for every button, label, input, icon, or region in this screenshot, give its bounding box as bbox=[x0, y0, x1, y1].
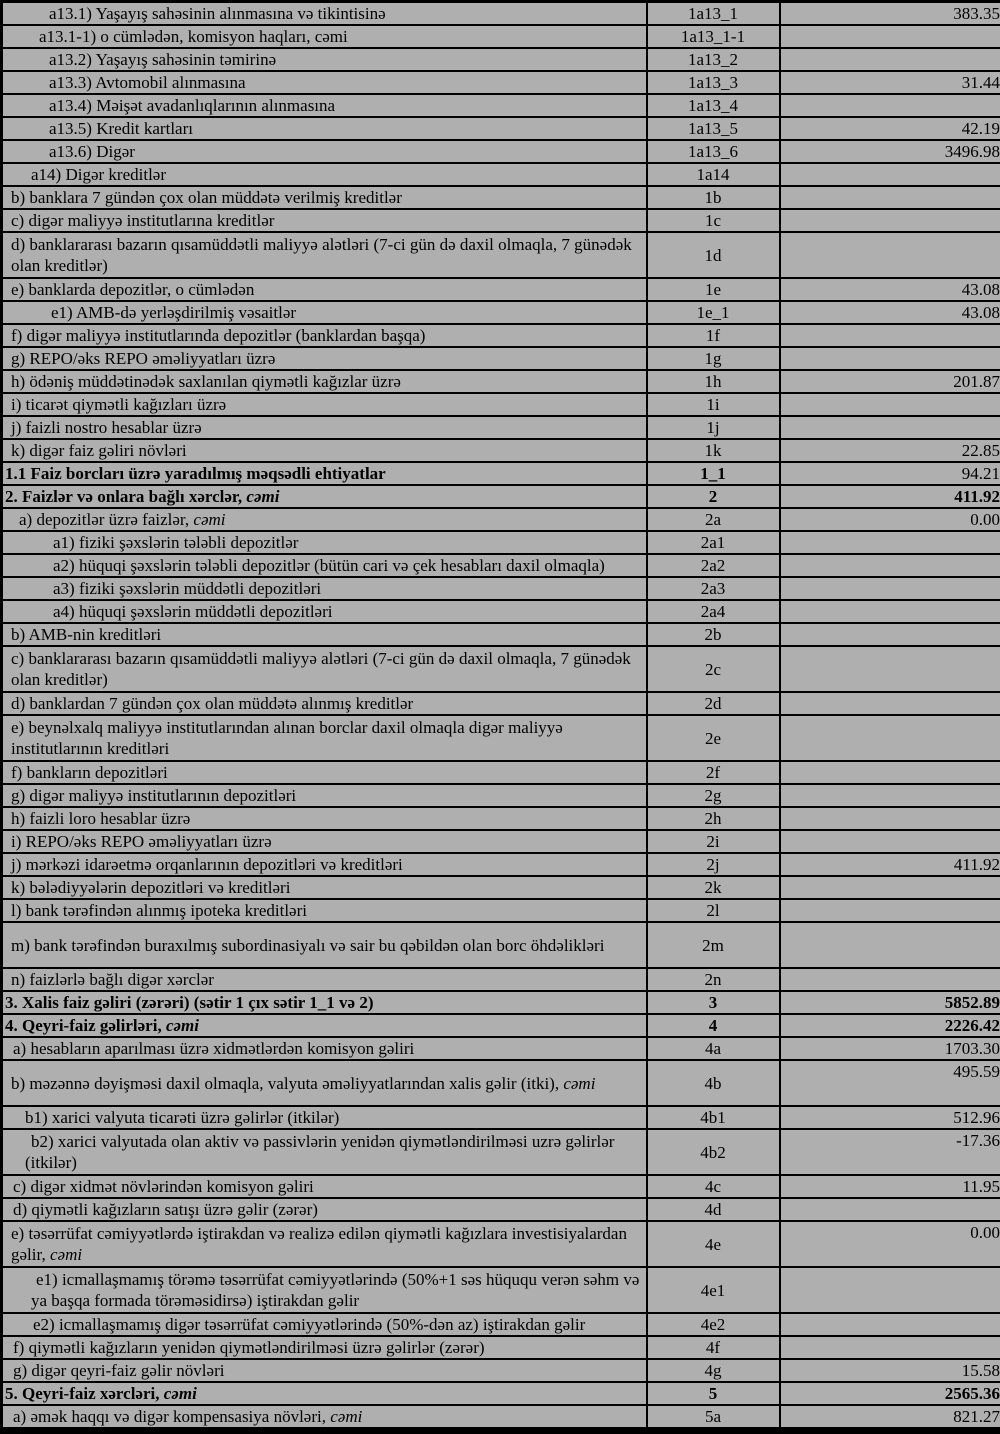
row-value: -17.36 bbox=[780, 1129, 1000, 1175]
row-label bbox=[2, 163, 647, 186]
table-row bbox=[2, 1175, 1000, 1198]
table-row bbox=[2, 784, 1000, 807]
table-row bbox=[2, 48, 1000, 71]
row-label-text: g) digər qeyri-faiz gəlir növləri bbox=[13, 1361, 225, 1380]
row-value: 821.27 bbox=[780, 1405, 1000, 1429]
row-value bbox=[780, 899, 1000, 922]
row-label-text: g) REPO/əks REPO əməliyyatları üzrə bbox=[11, 349, 276, 368]
table-row bbox=[2, 876, 1000, 899]
row-label-text: f) bankların depozitləri bbox=[11, 763, 168, 782]
row-label bbox=[2, 968, 647, 991]
row-value bbox=[780, 1198, 1000, 1221]
row-code: 2a4 bbox=[647, 600, 780, 623]
row-label-text: a) depozitlər üzrə faizlər, bbox=[19, 510, 194, 529]
row-label bbox=[2, 94, 647, 117]
table-row bbox=[2, 715, 1000, 761]
row-code: 2a2 bbox=[647, 554, 780, 577]
row-label-text: a4) hüquqi şəxslərin müddətli depozitləri bbox=[53, 602, 333, 621]
row-code: 2m bbox=[647, 922, 780, 968]
row-label bbox=[2, 830, 647, 853]
row-label-text: a) hesabların aparılması üzrə xidmətlərdən komisyon gəliri bbox=[13, 1039, 415, 1058]
row-label bbox=[2, 209, 647, 232]
row-label-italic-suffix: cəmi bbox=[330, 1407, 363, 1426]
row-code: 2h bbox=[647, 807, 780, 830]
row-label-text: b) məzənnə dəyişməsi daxil olmaqla, valyuta əməliyyatlarından xalis gəlir (itki), bbox=[11, 1073, 564, 1093]
row-code: 2 bbox=[647, 485, 780, 508]
row-value bbox=[780, 209, 1000, 232]
table-row bbox=[2, 439, 1000, 462]
row-value bbox=[780, 692, 1000, 715]
table-row bbox=[2, 692, 1000, 715]
row-label bbox=[2, 416, 647, 439]
row-label-text: j) faizli nostro hesablar üzrə bbox=[11, 418, 202, 437]
row-value bbox=[780, 1267, 1000, 1313]
row-code: 1a13_4 bbox=[647, 94, 780, 117]
table-row bbox=[2, 163, 1000, 186]
row-label-text: 4. Qeyri-faiz gəlirləri, bbox=[5, 1016, 166, 1035]
table-row bbox=[2, 1336, 1000, 1359]
row-label-text: a13.2) Yaşayış sahəsinin təmirinə bbox=[49, 50, 277, 69]
row-label-text: a13.4) Məişət avadanlıqlarının alınmasına bbox=[49, 96, 336, 115]
row-label bbox=[2, 1106, 647, 1129]
row-value bbox=[780, 807, 1000, 830]
table-row bbox=[2, 485, 1000, 508]
table-row bbox=[2, 186, 1000, 209]
row-value bbox=[780, 186, 1000, 209]
row-value bbox=[780, 784, 1000, 807]
row-label-text: b2) xarici valyutada olan aktiv və passivlərin yenidən qiymətləndirilməsi uzrə gəlirlər (itkilər) bbox=[25, 1132, 615, 1172]
row-label bbox=[2, 186, 647, 209]
table-row bbox=[2, 646, 1000, 692]
row-label-text: c) digər xidmət növlərindən komisyon gəliri bbox=[13, 1177, 314, 1196]
row-label bbox=[2, 646, 647, 692]
row-value: 22.85 bbox=[780, 439, 1000, 462]
row-label-text: i) ticarət qiymətli kağızları üzrə bbox=[11, 395, 227, 414]
row-code: 4g bbox=[647, 1359, 780, 1382]
row-label-italic-suffix: cəmi bbox=[165, 1016, 199, 1035]
row-label bbox=[2, 48, 647, 71]
row-value: 383.35 bbox=[780, 2, 1000, 26]
row-label-text: f) digər maliyyə institutlarında depozitlər (banklardan başqa) bbox=[11, 326, 426, 345]
row-label-text: a) əmək haqqı və digər kompensasiya növləri, bbox=[13, 1407, 331, 1426]
table-row bbox=[2, 554, 1000, 577]
row-label-italic-suffix: cəmi bbox=[49, 1245, 83, 1264]
row-code: 1c bbox=[647, 209, 780, 232]
row-value: 1703.30 bbox=[780, 1037, 1000, 1060]
row-value bbox=[780, 163, 1000, 186]
row-value bbox=[780, 48, 1000, 71]
row-value bbox=[780, 600, 1000, 623]
table-row bbox=[2, 393, 1000, 416]
row-code: 2l bbox=[647, 899, 780, 922]
row-label bbox=[2, 1267, 647, 1313]
row-label-text: a1) fiziki şəxslərin tələbli depozitlər bbox=[53, 533, 299, 552]
row-label-italic-suffix: cəmi bbox=[163, 1384, 197, 1403]
table-row bbox=[2, 1221, 1000, 1267]
row-label bbox=[2, 140, 647, 163]
row-value: 42.19 bbox=[780, 117, 1000, 140]
row-code: 4e1 bbox=[647, 1267, 780, 1313]
row-label bbox=[2, 2, 647, 26]
row-label bbox=[2, 1037, 647, 1060]
row-code: 1j bbox=[647, 416, 780, 439]
row-label bbox=[2, 1313, 647, 1336]
row-label bbox=[2, 554, 647, 577]
row-label-text: a13.1) Yaşayış sahəsinin alınmasına və tikintisinə bbox=[49, 4, 386, 23]
row-code: 1e bbox=[647, 278, 780, 301]
row-code: 1a13_5 bbox=[647, 117, 780, 140]
row-value: 411.92 bbox=[780, 853, 1000, 876]
row-value bbox=[780, 876, 1000, 899]
row-label-text: 2. Faizlər və onlara bağlı xərclər, bbox=[5, 487, 247, 506]
row-label-text: n) faizlərlə bağlı digər xərclər bbox=[11, 970, 214, 989]
table-row bbox=[2, 761, 1000, 784]
row-label-text: h) faizli loro hesablar üzrə bbox=[11, 809, 191, 828]
table-row bbox=[2, 278, 1000, 301]
table-row bbox=[2, 1382, 1000, 1405]
row-label-text: e) banklarda depozitlər, o cümlədən bbox=[11, 280, 255, 299]
row-value: 5852.89 bbox=[780, 991, 1000, 1014]
row-value: 94.21 bbox=[780, 462, 1000, 485]
row-code: 1a13_3 bbox=[647, 71, 780, 94]
row-value: 201.87 bbox=[780, 370, 1000, 393]
table-row bbox=[2, 71, 1000, 94]
row-label bbox=[2, 1129, 647, 1175]
row-value bbox=[780, 554, 1000, 577]
row-code: 4d bbox=[647, 1198, 780, 1221]
row-label bbox=[2, 71, 647, 94]
row-code: 1a14 bbox=[647, 163, 780, 186]
row-code: 2f bbox=[647, 761, 780, 784]
row-code: 4b bbox=[647, 1060, 780, 1106]
row-value bbox=[780, 324, 1000, 347]
row-label-text: e2) icmallaşmamış digər təsərrüfat cəmiyyətlərində (50%-dən az) iştirakdan gəlir bbox=[33, 1315, 586, 1334]
row-label-text: h) ödəniş müddətinədək saxlanılan qiymətli kağızlar üzrə bbox=[11, 372, 401, 391]
row-code: 2k bbox=[647, 876, 780, 899]
table-row bbox=[2, 232, 1000, 278]
table-row bbox=[2, 140, 1000, 163]
row-label bbox=[2, 761, 647, 784]
row-code: 4f bbox=[647, 1336, 780, 1359]
row-label-text: 1.1 Faiz borcları üzrə yaradılmış məqsədli ehtiyatlar bbox=[5, 464, 386, 483]
row-value bbox=[780, 761, 1000, 784]
row-value bbox=[780, 531, 1000, 554]
row-label bbox=[2, 462, 647, 485]
row-code: 2b bbox=[647, 623, 780, 646]
table-row bbox=[2, 508, 1000, 531]
row-value bbox=[780, 623, 1000, 646]
row-label-italic-suffix: cəmi bbox=[246, 487, 280, 506]
row-label-text: j) mərkəzi idarəetmə orqanlarının depozitləri və kreditləri bbox=[11, 855, 403, 874]
table-row bbox=[2, 830, 1000, 853]
table-row bbox=[2, 1129, 1000, 1175]
row-label bbox=[2, 1175, 647, 1198]
row-label-text: d) banklardan 7 gündən çox olan müddətə alınmış kreditlər bbox=[11, 694, 414, 713]
table-row bbox=[2, 600, 1000, 623]
row-label bbox=[2, 784, 647, 807]
row-code: 1g bbox=[647, 347, 780, 370]
row-label-text: b) AMB-nin kreditləri bbox=[11, 625, 162, 644]
row-label-text: g) digər maliyyə institutlarının depozitləri bbox=[11, 786, 297, 805]
row-value bbox=[780, 1336, 1000, 1359]
row-label bbox=[2, 1405, 647, 1429]
row-label-italic-suffix: cəmi bbox=[563, 1073, 596, 1093]
row-label-text: k) digər faiz gəliri növləri bbox=[11, 441, 187, 460]
row-label bbox=[2, 1336, 647, 1359]
row-label bbox=[2, 393, 647, 416]
row-code: 1a13_1 bbox=[647, 2, 780, 26]
row-code: 2e bbox=[647, 715, 780, 761]
table-row bbox=[2, 623, 1000, 646]
row-value bbox=[780, 968, 1000, 991]
row-value: 11.95 bbox=[780, 1175, 1000, 1198]
row-code: 1k bbox=[647, 439, 780, 462]
row-value bbox=[780, 232, 1000, 278]
row-code: 2c bbox=[647, 646, 780, 692]
row-label bbox=[2, 370, 647, 393]
row-value: 15.58 bbox=[780, 1359, 1000, 1382]
row-code: 2a1 bbox=[647, 531, 780, 554]
row-label-text: a2) hüquqi şəxslərin tələbli depozitlər (bütün cari və çek hesabları daxil olmaqla) bbox=[53, 556, 605, 575]
row-code: 2g bbox=[647, 784, 780, 807]
row-value: 0.00 bbox=[780, 508, 1000, 531]
row-label-text: a13.5) Kredit kartları bbox=[49, 119, 193, 138]
row-label bbox=[2, 991, 647, 1014]
row-label-text: i) REPO/əks REPO əməliyyatları üzrə bbox=[11, 832, 272, 851]
row-label-italic-suffix: cəmi bbox=[193, 510, 226, 529]
report-table-body bbox=[2, 2, 1000, 1429]
row-label bbox=[2, 485, 647, 508]
row-value bbox=[780, 25, 1000, 48]
row-code: 4c bbox=[647, 1175, 780, 1198]
table-row bbox=[2, 1014, 1000, 1037]
table-row bbox=[2, 370, 1000, 393]
row-label bbox=[2, 301, 647, 324]
row-label-text: l) bank tərəfindən alınmış ipoteka kreditləri bbox=[11, 901, 307, 920]
row-value: 0.00 bbox=[780, 1221, 1000, 1267]
row-label-text: e1) AMB-də yerləşdirilmiş vəsaitlər bbox=[51, 303, 297, 322]
row-label bbox=[2, 623, 647, 646]
row-label-text: 5. Qeyri-faiz xərcləri, bbox=[5, 1384, 164, 1403]
row-label-text: a13.6) Digər bbox=[49, 142, 135, 161]
row-value bbox=[780, 1313, 1000, 1336]
row-label bbox=[2, 577, 647, 600]
row-code: 1_1 bbox=[647, 462, 780, 485]
row-code: 4b2 bbox=[647, 1129, 780, 1175]
row-value: 495.59 bbox=[780, 1060, 1000, 1106]
row-value bbox=[780, 830, 1000, 853]
row-code: 2d bbox=[647, 692, 780, 715]
row-value bbox=[780, 416, 1000, 439]
row-value: 43.08 bbox=[780, 278, 1000, 301]
row-label bbox=[2, 899, 647, 922]
row-label bbox=[2, 347, 647, 370]
table-row bbox=[2, 1198, 1000, 1221]
row-label bbox=[2, 232, 647, 278]
row-code: 1i bbox=[647, 393, 780, 416]
table-row bbox=[2, 968, 1000, 991]
table-row bbox=[2, 577, 1000, 600]
table-row bbox=[2, 117, 1000, 140]
row-code: 1a13_1-1 bbox=[647, 25, 780, 48]
row-label bbox=[2, 324, 647, 347]
row-code: 1e_1 bbox=[647, 301, 780, 324]
row-value: 411.92 bbox=[780, 485, 1000, 508]
row-label-text: e1) icmallaşmamış törəmə təsərrüfat cəmiyyətlərində (50%+1 səs hüququ verən səhm və ya başqa formada törəməsidirsə) iştirakdan gəlir bbox=[31, 1270, 640, 1310]
row-value: 31.44 bbox=[780, 71, 1000, 94]
row-label-text: d) qiymətli kağızların satışı üzrə gəlir (zərər) bbox=[13, 1200, 318, 1219]
row-code: 2n bbox=[647, 968, 780, 991]
row-label bbox=[2, 1382, 647, 1405]
table-row bbox=[2, 462, 1000, 485]
row-code: 1a13_6 bbox=[647, 140, 780, 163]
row-value bbox=[780, 922, 1000, 968]
table-row bbox=[2, 25, 1000, 48]
row-value bbox=[780, 577, 1000, 600]
row-label bbox=[2, 1359, 647, 1382]
row-label bbox=[2, 853, 647, 876]
row-value bbox=[780, 94, 1000, 117]
table-row bbox=[2, 301, 1000, 324]
table-row bbox=[2, 899, 1000, 922]
row-label-text: c) digər maliyyə institutlarına kreditlər bbox=[11, 211, 275, 230]
row-label-text: b) banklara 7 gündən çox olan müddətə verilmiş kreditlər bbox=[11, 188, 402, 207]
row-value: 43.08 bbox=[780, 301, 1000, 324]
row-label bbox=[2, 25, 647, 48]
row-label-text: 3. Xalis faiz gəliri (zərəri) (sətir 1 çıx sətir 1_1 və 2) bbox=[5, 993, 374, 1012]
row-code: 1b bbox=[647, 186, 780, 209]
row-label-text: f) qiymətli kağızların yenidən qiymətləndirilməsi üzrə gəlirlər (zərər) bbox=[13, 1338, 485, 1357]
row-label bbox=[2, 278, 647, 301]
row-label-text: a13.3) Avtomobil alınmasına bbox=[49, 73, 246, 92]
row-label bbox=[2, 715, 647, 761]
row-value bbox=[780, 646, 1000, 692]
table-row bbox=[2, 416, 1000, 439]
row-label bbox=[2, 1060, 647, 1106]
row-label-text: b1) xarici valyuta ticarəti üzrə gəlirlər (itkilər) bbox=[25, 1108, 340, 1127]
row-label-text: e) beynəlxalq maliyyə institutlarından alınan borclar daxil olmaqla digər maliyyə institutlarının kreditləri bbox=[11, 718, 563, 758]
row-value bbox=[780, 715, 1000, 761]
table-row bbox=[2, 347, 1000, 370]
row-label bbox=[2, 1221, 647, 1267]
table-row bbox=[2, 1060, 1000, 1106]
row-code: 4a bbox=[647, 1037, 780, 1060]
row-code: 4b1 bbox=[647, 1106, 780, 1129]
row-label-text: a14) Digər kreditlər bbox=[31, 165, 166, 184]
row-label bbox=[2, 600, 647, 623]
table-row bbox=[2, 853, 1000, 876]
row-value: 3496.98 bbox=[780, 140, 1000, 163]
table-row bbox=[2, 1405, 1000, 1429]
table-row bbox=[2, 531, 1000, 554]
row-label-text: k) bələdiyyələrin depozitləri və kreditləri bbox=[11, 878, 291, 897]
table-row bbox=[2, 922, 1000, 968]
table-row bbox=[2, 209, 1000, 232]
row-code: 2i bbox=[647, 830, 780, 853]
row-code: 2j bbox=[647, 853, 780, 876]
row-label-text: m) bank tərəfindən buraxılmış subordinasiyalı və sair bu qəbildən olan borc öhdəlikləri bbox=[11, 935, 605, 955]
row-label-text: a3) fiziki şəxslərin müddətli depozitləri bbox=[53, 579, 322, 598]
row-code: 4 bbox=[647, 1014, 780, 1037]
table-row bbox=[2, 1106, 1000, 1129]
row-label-text: a13.1-1) o cümlədən, komisyon haqları, cəmi bbox=[39, 27, 348, 46]
row-label-text: e) təsərrüfat cəmiyyətlərdə iştirakdan və realizə edilən qiymətli kağızlara investisiyalardan gəlir, bbox=[11, 1224, 627, 1264]
row-code: 4e2 bbox=[647, 1313, 780, 1336]
row-label bbox=[2, 439, 647, 462]
row-value bbox=[780, 393, 1000, 416]
row-code: 2a3 bbox=[647, 577, 780, 600]
row-value: 512.96 bbox=[780, 1106, 1000, 1129]
row-code: 1h bbox=[647, 370, 780, 393]
row-label bbox=[2, 531, 647, 554]
row-value: 2565.36 bbox=[780, 1382, 1000, 1405]
row-label-text: c) banklararası bazarın qısamüddətli maliyyə alətləri (7-ci gün də daxil olmaqla, 7 günədək olan kreditlər) bbox=[11, 649, 631, 689]
row-label bbox=[2, 117, 647, 140]
row-code: 5a bbox=[647, 1405, 780, 1429]
row-label bbox=[2, 1198, 647, 1221]
row-code: 1f bbox=[647, 324, 780, 347]
row-code: 1d bbox=[647, 232, 780, 278]
table-row bbox=[2, 324, 1000, 347]
row-label bbox=[2, 922, 647, 968]
row-code: 1a13_2 bbox=[647, 48, 780, 71]
table-row bbox=[2, 1359, 1000, 1382]
table-row bbox=[2, 807, 1000, 830]
row-code: 5 bbox=[647, 1382, 780, 1405]
row-label bbox=[2, 508, 647, 531]
row-code: 3 bbox=[647, 991, 780, 1014]
row-label bbox=[2, 692, 647, 715]
table-row bbox=[2, 1267, 1000, 1313]
table-row bbox=[2, 1037, 1000, 1060]
row-label bbox=[2, 876, 647, 899]
table-row bbox=[2, 2, 1000, 26]
row-label bbox=[2, 1014, 647, 1037]
row-value bbox=[780, 347, 1000, 370]
row-label-text: d) banklararası bazarın qısamüddətli maliyyə alətləri (7-ci gün də daxil olmaqla, 7 günədək olan kreditlər) bbox=[11, 235, 632, 275]
table-row bbox=[2, 1313, 1000, 1336]
row-code: 4e bbox=[647, 1221, 780, 1267]
row-label bbox=[2, 807, 647, 830]
row-code: 2a bbox=[647, 508, 780, 531]
row-value: 2226.42 bbox=[780, 1014, 1000, 1037]
table-row bbox=[2, 991, 1000, 1014]
table-row bbox=[2, 94, 1000, 117]
